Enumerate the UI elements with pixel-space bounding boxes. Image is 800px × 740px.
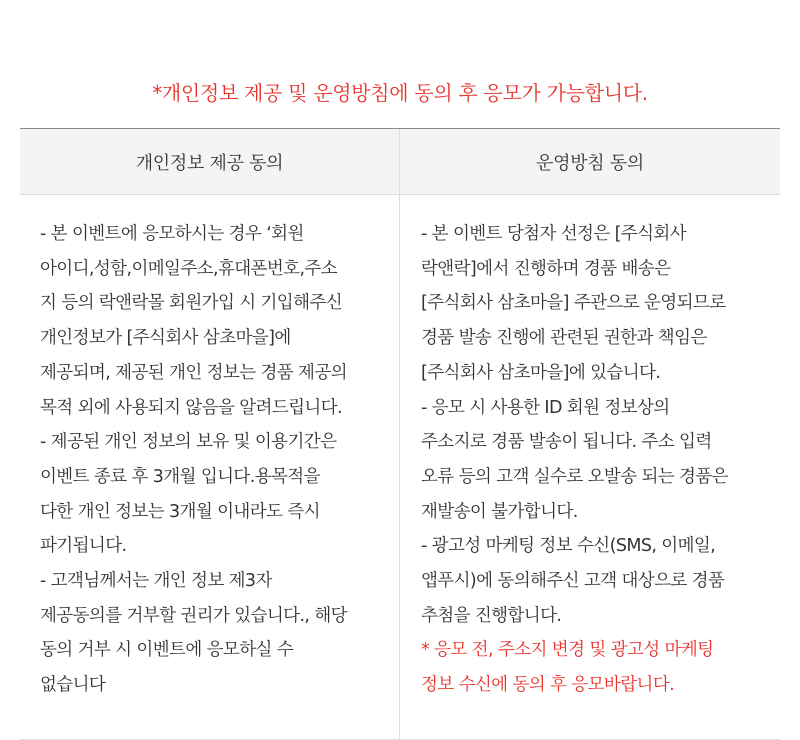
privacy-consent-text bbox=[20, 195, 400, 740]
text-line: - 고객님께서는 개인 정보 제3자 bbox=[40, 571, 272, 592]
policy-warning-line: * 응모 전, 주소지 변경 및 광고성 마케팅 bbox=[421, 640, 714, 661]
text-line: 주소지로 경품 발송이 됩니다. 주소 입력 bbox=[421, 432, 712, 453]
text-line: 지 등의 락앤락몰 회원가입 시 기입해주신 bbox=[40, 293, 342, 314]
text-line: 동의 거부 시 이벤트에 응모하실 수 bbox=[40, 640, 294, 661]
text-line: 재발송이 불가합니다. bbox=[421, 501, 578, 522]
policy-warning-line: 정보 수신에 동의 후 응모바랍니다. bbox=[421, 675, 675, 696]
text-line: 제공되며, 제공된 개인 정보는 경품 제공의 bbox=[40, 362, 347, 383]
text-line: 락앤락]에서 진행하며 경품 배송은 bbox=[421, 258, 671, 279]
text-line: 오류 등의 고객 실수로 오발송 되는 경품은 bbox=[421, 466, 728, 487]
privacy-consent-header: 개인정보 제공 동의 bbox=[20, 129, 400, 194]
consent-table-body bbox=[20, 195, 780, 740]
text-line: [주식회사 삼초마을] 주관으로 운영되므로 bbox=[421, 293, 726, 314]
text-line: 추첨을 진행합니다. bbox=[421, 605, 562, 626]
operation-policy-header: 운영방침 동의 bbox=[536, 152, 644, 174]
text-line: 앱푸시)에 동의해주신 고객 대상으로 경품 bbox=[421, 571, 725, 592]
consent-table-header bbox=[20, 129, 780, 195]
text-line: 개인정보가 [주식회사 삼초마을]에 bbox=[40, 328, 291, 349]
text-line: 없습니다 bbox=[40, 675, 106, 696]
consent-notice: *개인정보 제공 및 운영방침에 동의 후 응모가 가능합니다. bbox=[152, 81, 648, 105]
text-line: - 응모 시 사용한 ID 회원 정보상의 bbox=[421, 397, 670, 418]
text-line: - 제공된 개인 정보의 보유 및 이용기간은 bbox=[40, 432, 337, 453]
text-line: - 본 이벤트에 응모하시는 경우 ‘회원 bbox=[40, 224, 304, 244]
text-line: 아이디,성함,이메일주소,휴대폰번호,주소 bbox=[40, 258, 338, 279]
operation-policy-text bbox=[400, 195, 780, 740]
text-line: - 본 이벤트 당첨자 선정은 [주식회사 bbox=[421, 224, 687, 244]
consent-table bbox=[20, 128, 780, 740]
text-line: - 광고성 마케팅 정보 수신(SMS, 이메일, bbox=[421, 536, 716, 557]
text-line: 경품 발송 진행에 관련된 권한과 책임은 bbox=[421, 328, 707, 349]
text-line: 제공동의를 거부할 권리가 있습니다., 해당 bbox=[40, 605, 347, 626]
text-line: 목적 외에 사용되지 않음을 알려드립니다. bbox=[40, 397, 342, 418]
text-line: 이벤트 종료 후 3개월 입니다.용목적을 bbox=[40, 466, 320, 487]
text-line: 다한 개인 정보는 3개월 이내라도 즉시 bbox=[40, 501, 320, 522]
text-line: [주식회사 삼초마을]에 있습니다. bbox=[421, 362, 661, 383]
text-line: 파기됩니다. bbox=[40, 536, 127, 557]
